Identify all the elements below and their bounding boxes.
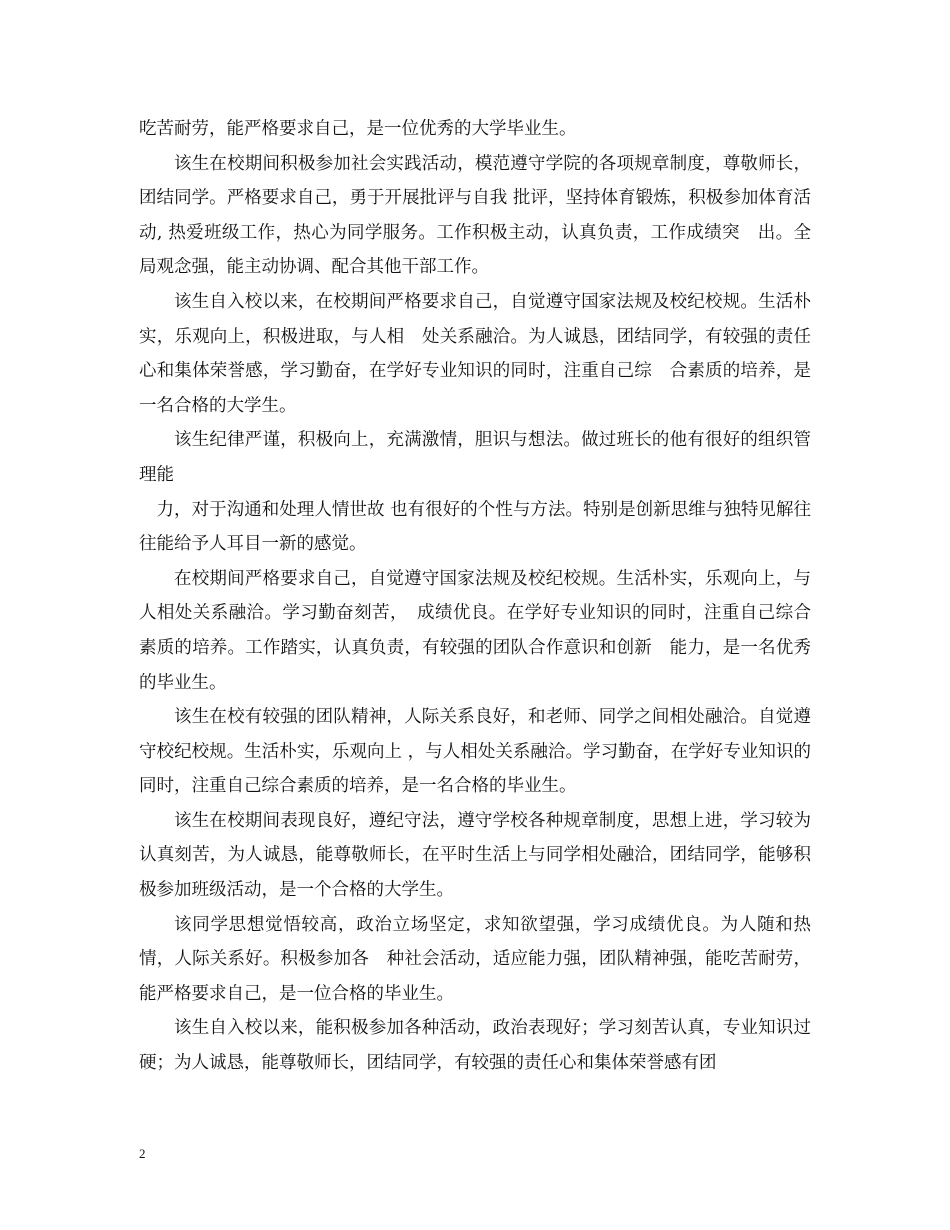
- paragraph-2: 该生在校期间积极参加社会实践活动，模范遵守学院的各项规章制度，尊敬师长，团结同学。严格要求自己，勇于开展批评与自我 批评，坚持体育锻炼，积极参加体育活动, 热爱班级工作，热心为同学服务。工作积极主动，认真负责，工作成绩突 出。全局观念强，能主动协调、配合其他干部工作。: [139, 153, 811, 278]
- paragraph-6: 在校期间严格要求自己，自觉遵守国家法规及校纪校规。生活朴实，乐观向上，与人相处关系融洽。学习勤奋刻苦， 成绩优良。在学好专业知识的同时，注重自己综合素质的培养。工作踏实，认真负责，有较强的团队合作意识和创新 能力，是一名优秀的毕业生。: [139, 568, 811, 693]
- paragraph-1: 吃苦耐劳，能严格要求自己，是一位优秀的大学毕业生。: [139, 119, 577, 139]
- page-number: 2: [139, 1146, 146, 1161]
- paragraph-10: 该生自入校以来，能积极参加各种活动，政治表现好；学习刻苦认真，专业知识过硬；为人诚恳，能尊敬师长，团结同学，有较强的责任心和集体荣誉感有团: [139, 1018, 811, 1074]
- document-body: [139, 112, 811, 1081]
- paragraph-4: 该生纪律严谨，积极向上，充满激情，胆识与想法。做过班长的他有很好的组织管理能: [139, 430, 811, 485]
- paragraph-8: 该生在校期间表现良好，遵纪守法，遵守学校各种规章制度，思想上进，学习较为认真刻苦，为人诚恳，能尊敬师长，在平时生活上与同学相处融洽，团结同学，能够积极参加班级活动，是一个合格的大学生。: [139, 810, 811, 901]
- paragraph-7: 该生在校有较强的团队精神，人际关系良好，和老师、同学之间相处融洽。自觉遵守校纪校规。生活朴实，乐观向上 ，与人相处关系融洽。学习勤奋，在学好专业知识的同时，注重自己综合素质的培养，是一名合格的毕业生。: [139, 707, 811, 797]
- paragraph-3: 该生自入校以来，在校期间严格要求自己，自觉遵守国家法规及校纪校规。生活朴实，乐观向上，积极进取，与人相 处关系融洽。为人诚恳，团结同学，有较强的责任心和集体荣誉感，学习勤奋，在学好专业知识的同时，注重自己综 合素质的培养，是一名合格的大学生。: [139, 291, 811, 416]
- paragraph-9: 该同学思想觉悟较高，政治立场坚定，求知欲望强，学习成绩优良。为人随和热情，人际关系好。积极参加各 种社会活动，适应能力强，团队精神强，能吃苦耐劳，能严格要求自己，是一位合格的毕业生。: [139, 914, 811, 1004]
- paragraph-5: 力，对于沟通和处理人情世故 也有很好的个性与方法。特别是创新思维与独特见解往往能给予人耳目一新的感觉。: [139, 499, 811, 555]
